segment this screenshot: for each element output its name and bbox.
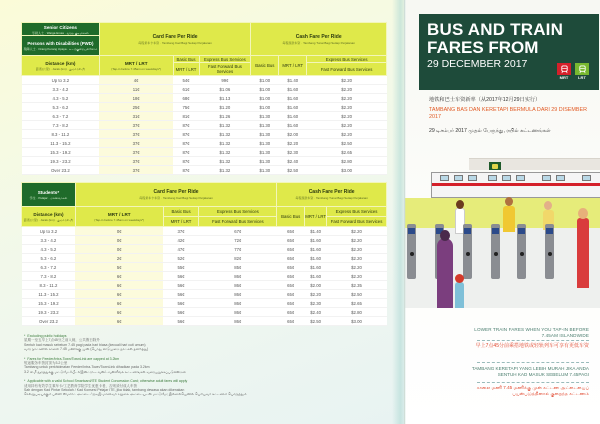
cash-basic-bus-header: Basic Bus [277, 207, 305, 227]
person-boy-icon [455, 282, 464, 308]
cash-express-header: Express Bus Services [327, 207, 387, 217]
footnote-student-card: * Applicable with a valid School Smartcard/ITE Student Concession Card; otherwise adult fares will apply 适用持有有效学生乘车卡/工艺教育学院学生优惠卡者，否则须付成人车资 Sah dengan Kad Pintar Sekolah / Kad Konsesi Pelajar ITE, jika tidak, tambang dewasa akan dikenakan செல்லுபடியாகும் பள்ளி ஸ்மார்ட் அட்டை / ஐடிஇ மாணவர் சலுகை அட்டையுடன் மட்டுமே; இல்லையெனில் பெரியவர் கட்டணம் பொருந்தும் [24, 379, 247, 397]
card-fare-header: Card Fare Per Ride 每程乘车卡车资 · Tambang Kad Bagi Setiap Perjalanan [99, 23, 251, 56]
student-fare-table [21, 182, 387, 326]
title-date: 29 DECEMBER 2017 [427, 58, 528, 70]
table-row: 5.3 - 6.2 2¢ 52¢ 82¢ 65¢ $1.60 $2.20 [22, 254, 387, 263]
mrt-badge: MRT [557, 63, 571, 81]
lrt-badge: LRT [575, 63, 589, 81]
distance-header: Distance (km) 距离(公里) · Jarak (km) · தூரம் (கி.மீ) [22, 56, 100, 76]
table-row: Up to 3.2 0¢ 37¢ 67¢ 65¢ $1.40 $2.20 [22, 227, 387, 236]
table-row: 7.3 - 8.2 37¢ 87¢ $1.32 $1.30 $1.60 $2.20 [22, 121, 387, 130]
table-row: 8.3 - 11.2 6¢ 56¢ 86¢ 65¢ $2.00 $2.35 [22, 281, 387, 290]
train-illustration [431, 172, 600, 198]
basic-bus-header: Basic Bus [173, 56, 199, 63]
fast-forward-header: Fast Forward Bus Services [199, 63, 251, 76]
person-man-icon [503, 206, 515, 232]
table-row: Up to 3.2 4¢ 54¢ 99¢ $1.00 $1.40 $2.20 [22, 76, 387, 85]
divider [477, 382, 589, 383]
cash-basic-bus-header: Basic Bus [251, 56, 279, 76]
cash-fare-header: Cash Fare Per Ride 每程现款车资 · Tambang Tunai Bagi Setiap Perjalanan [251, 23, 387, 56]
basic-bus-mrt-lrt-subheader: MRT / LRT [173, 63, 199, 76]
table-row: 11.3 - 15.2 37¢ 87¢ $1.32 $1.30 $2.20 $2.50 [22, 139, 387, 148]
title-line1: BUS AND TRAIN [427, 20, 564, 39]
basic-bus-header: Basic Bus [163, 207, 199, 217]
express-bus-header: Express Bus Services [199, 56, 251, 63]
category-pwd: Persons with Disabilities (PWD) 残障人士 · Orang Kurang Upaya · உடற்குறையுள்ளோர் [22, 36, 100, 56]
card-fare-header: Card Fare Per Ride 每程乘车卡车资 · Tambang Kad Bagi Setiap Perjalanan [75, 183, 276, 207]
table-row: 15.3 - 19.2 37¢ 87¢ $1.32 $1.30 $2.30 $2.65 [22, 148, 387, 157]
fast-forward-header: Fast Forward Bus Services [199, 217, 277, 227]
cash-mrt-lrt-header: MRT / LRT [279, 56, 307, 76]
subtitle-tamil: 29 டிசம்பர் 2017 முதல் பேருந்து, ரயில் கட்டணங்கள் [429, 128, 551, 134]
early-fare-note-english: LOWER TRAIN FARES WHEN YOU TAP-IN BEFORE 7.45AM ISLANDWIDE [474, 327, 589, 338]
table-row: 3.3 - 4.2 11¢ 61¢ $1.06 $1.00 $1.60 $2.20 [22, 85, 387, 94]
table-row: 19.3 - 23.2 6¢ 56¢ 86¢ 65¢ $2.40 $2.80 [22, 308, 387, 317]
table-row: 6.3 - 7.2 5¢ 55¢ 85¢ 65¢ $1.60 $2.20 [22, 263, 387, 272]
cash-fare-header: Cash Fare Per Ride 每程现款车资 · Tambang Tunai Bagi Setiap Perjalanan [277, 183, 387, 207]
cash-fast-forward-header: Fast Forward Bus Services [307, 63, 387, 76]
person-woman-red-icon [577, 218, 589, 288]
table-row: 8.3 - 11.2 37¢ 87¢ $1.32 $1.30 $2.00 $2.20 [22, 130, 387, 139]
cover-panel [404, 0, 600, 424]
category-senior-citizens: Senior Citizens 乐龄人士 · Warga Emas · மூத்த குடிமக்கள் [22, 23, 100, 36]
smrt-logo-icon [489, 162, 501, 170]
mrt-lrt-early-header: MRT / LRT (Tap-in before 7.45am on weekdays*) [99, 56, 173, 76]
senior-pwd-fare-table [21, 22, 387, 175]
footnote-public-holidays: * Excluding public holidays 星期一至五早上7点45分之前入闸，公共假日除外 Sentuh kad masuk sebelum 7.45 pagi pada hari biasa (kecuali hari cuti umum) வார நாட்களில் காலை 7.45 மணிக்கு முன் (பொது விடுமுறை நாட்கள் தவிர்த்து) [24, 334, 149, 352]
table-row: 7.3 - 8.2 6¢ 56¢ 86¢ 65¢ $1.60 $2.20 [22, 272, 387, 281]
table-row: 4.3 - 5.2 0¢ 47¢ 77¢ 65¢ $1.60 $2.20 [22, 245, 387, 254]
express-bus-header: Express Bus Services [199, 207, 277, 217]
table-row: 6.3 - 7.2 31¢ 81¢ $1.26 $1.30 $1.60 $2.20 [22, 112, 387, 121]
distance-header: Distance (km) 距离(公里) · Jarak (km) · தூரம் (கி.மீ) [22, 207, 76, 227]
early-fare-note-chinese: 早上7点45分前乘搭地铁或轻轨列车可享有更低车资 [475, 343, 589, 349]
cash-mrt-lrt-header: MRT / LRT [305, 207, 327, 227]
title-line2: FARES FROM [427, 38, 539, 57]
title-banner [419, 14, 599, 90]
table-row: 15.3 - 19.2 6¢ 56¢ 86¢ 65¢ $2.30 $2.65 [22, 299, 387, 308]
station-illustration [405, 158, 600, 308]
early-fare-note-tamil: காலை மணி 7.45 மணிக்கு முன் கட்டண அட்டையைப் பயன்படுத்தினால் குறைந்த கட்டணம் [476, 385, 589, 396]
divider [477, 362, 589, 363]
subtitle-chinese: 地铁和巴士车资新率（从2017年12月29日实行） [429, 97, 541, 103]
fold-crease [392, 0, 406, 424]
early-fare-note-malay: TAMBANG KERETAPI YANG LEBIH MURAH JIKA ANDA SENTUH KAD MASUK SEBELUM 7.45PAGI [471, 366, 589, 377]
category-students: Students* 学生 · Pelajar · மாணவர்கள் [22, 183, 76, 207]
divider [477, 340, 589, 341]
table-row: 11.3 - 15.2 6¢ 56¢ 86¢ 65¢ $2.20 $2.50 [22, 290, 387, 299]
table-row: Over 23.2 37¢ 87¢ $1.32 $1.30 $2.50 $3.00 [22, 166, 387, 175]
train-icon [557, 63, 571, 75]
tram-icon [575, 63, 589, 75]
subtitle-malay: TAMBANG BAS DAN KERETAPI BERMULA DARI 29 DISEMBER 2017 [429, 107, 587, 120]
footnotes [24, 334, 384, 402]
cash-express-header: Express Bus Services [307, 56, 387, 63]
table-row: 4.3 - 5.2 18¢ 68¢ $1.13 $1.00 $1.60 $2.20 [22, 94, 387, 103]
mode-badges [557, 63, 589, 81]
basic-bus-mrt-lrt-subheader: MRT / LRT [163, 217, 199, 227]
person-hijab-woman-icon [437, 238, 453, 308]
table-row: 19.3 - 23.2 37¢ 87¢ $1.32 $1.30 $2.40 $2.80 [22, 157, 387, 166]
cash-fast-forward-header: Fast Forward Bus Services [327, 217, 387, 227]
mrt-lrt-early-header: MRT / LRT (Tap-in before 7.45am on weekdays*) [75, 207, 163, 227]
table-row: Over 23.2 6¢ 56¢ 86¢ 65¢ $2.50 $3.00 [22, 317, 387, 326]
table-row: 5.3 - 6.2 25¢ 75¢ $1.20 $1.00 $1.60 $2.20 [22, 103, 387, 112]
footnote-feeder-cap: * Fares for Feeder/Intra-Town/TownLink are capped at 3.2km 短途服务车资封顶为3.2公里 Tambang untuk perkhidmatan Feeder/Intra-Town/TownLink dihadkan pada 3.2km 3.2 கி.மீ தூரத்துக்கு மட்டுமே ஃபீடர்/இன்ட்ரா-டவுன்/டவுன்லிங்க் கட்டணங்கள் வரையறுக்கப்படுகின்றன [24, 356, 186, 374]
table-row: 3.3 - 4.2 0¢ 42¢ 72¢ 65¢ $1.60 $2.20 [22, 236, 387, 245]
